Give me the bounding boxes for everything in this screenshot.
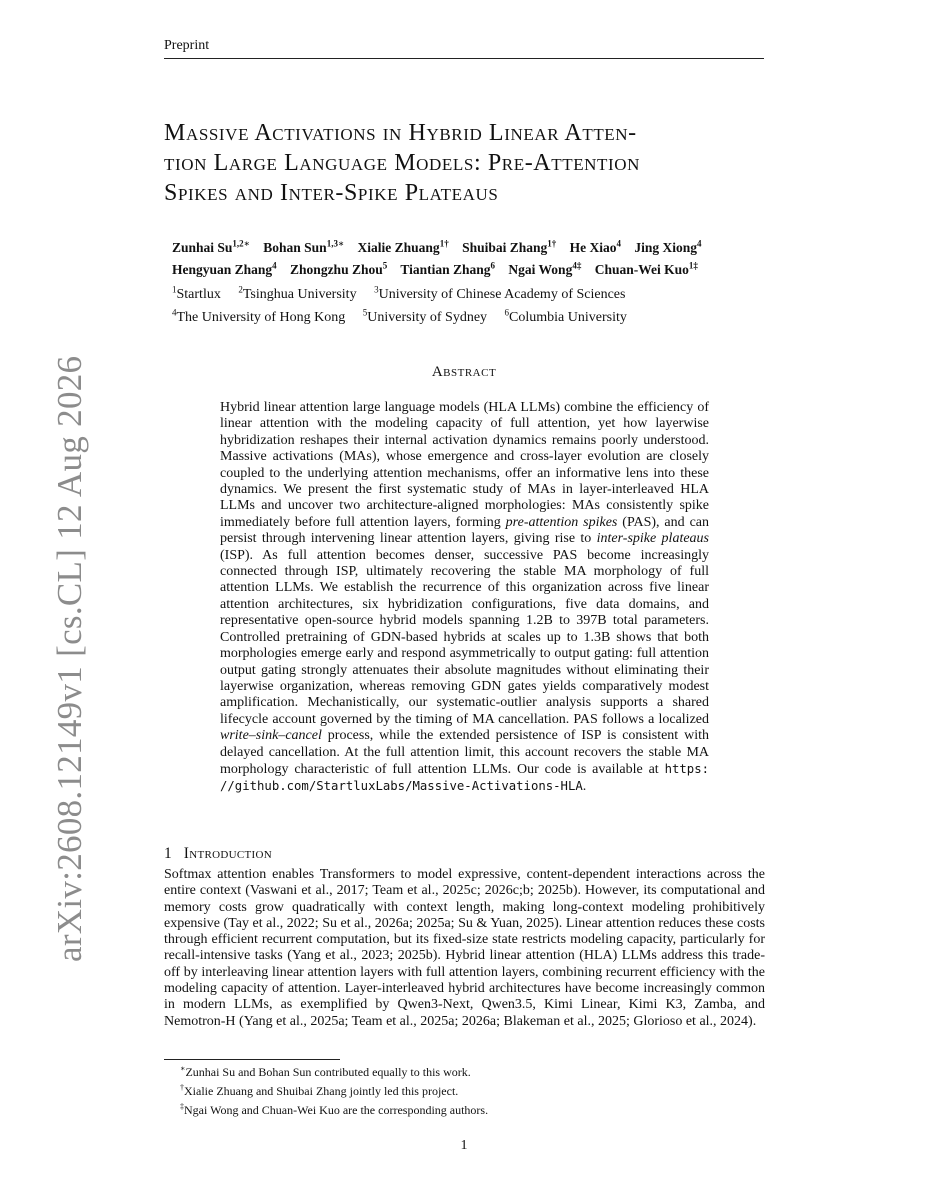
author: Hengyuan Zhang$^4$ [172,260,277,277]
author-row-2 [172,257,772,280]
footnote: ‡Ngai Wong and Chuan-Wei Kuo are the corresponding authors. [180,1102,489,1117]
term-write-sink-cancel: write–sink–cancel [220,728,322,744]
section-number: 1 [164,845,172,862]
header-rule [164,58,764,59]
footnote-rule [164,1059,340,1060]
footnotes [180,1061,760,1118]
intro-paragraph: Softmax attention enables Transformers to model expressive, content-dependent interactions across the entire context (Vaswani et al., 2017; Team et al., 2025c; 2026c;b; 2025b). However, its computational and memory costs grow quadratically with context length, making long-context modeling prohibitively expensive (Tay et al., 2022; Su et al., 2026a; 2025a; Su & Yuan, 2025). Linear attention reduces these costs through efficient recurrent computation, but its fixed-size state restricts modeling capacity, particularly for recall-intensive tasks (Yang et al., 2023; 2025b). Hybrid linear attention (HLA) LLMs address this trade-off by interleaving linear attention layers with full attention layers, combining recurrent efficiency with the modeling capacity of attention. Layer-interleaved hybrid architectures have become increasingly common in modern LLMs, as exemplified by Qwen3-Next, Qwen3.5, Kimi Linear, Kimi K3, Zamba, and Nemotron-H (Yang et al., 2025a; Team et al., 2025a; 2026a; Blakeman et al., 2025; Glorioso et al., 2024). [164,867,765,1029]
affiliation: $^6$Columbia University [504,307,627,326]
arxiv-stamp: arXiv:2608.12149v1 [cs.CL] 12 Aug 2026 [50,355,89,962]
abstract-heading: Abstract [431,364,497,380]
section-title: Introduction [183,845,272,862]
term-pas: pre-attention spikes [505,514,618,530]
author: Ngai Wong$^{4\ddagger}$ [508,260,582,277]
affiliation: $^5$University of Sydney [362,307,488,326]
abstract-body [220,400,709,796]
author: Jing Xiong$^4$ [634,238,702,255]
footnote: ∗Zunhai Su and Bohan Sun contributed equally to this work. [180,1064,471,1079]
author: Zunhai $Su^{1,2∗}$ [172,238,250,255]
author-list [172,234,772,279]
code-link[interactable]: https: //github.com/StartluxLabs/Massive-Activations-HLA [220,761,709,794]
author: Chuan-Wei Kuo$^{1\ddagger}$ [594,260,698,277]
affiliation-list [172,280,772,327]
author: Zhongzhu Zhou$^5$ [290,260,388,277]
footnote: †Xialie Zhuang and Shuibai Zhang jointly led this project. [180,1083,459,1098]
author: Tiantian Zhang$^6$ [400,260,496,277]
author: Shuibai Zhang$^{1\dagger}$ [462,238,557,255]
author: Bohan Sun$^{1,3∗}$ [263,238,345,255]
title-line-1: Massive Activations in Hybrid Linear Atten- [164,120,637,146]
title-line-3: Spikes and Inter-Spike Plateaus [164,180,499,206]
paper-title [164,118,768,208]
affiliation: $^4$The University of Hong Kong [172,307,346,326]
introduction-body [164,867,765,1030]
title-line-2: tion Large Language Models: Pre-Attention [164,150,641,176]
author: He Xiao$^4$ [569,238,621,255]
affiliation-row-1 [172,280,772,304]
author: Xialie Zhuang$^{1\dagger}$ [357,238,449,255]
affiliation: $^1$Startlux [172,284,221,302]
section-heading-introduction [164,845,272,863]
page-number: 1 [460,1138,468,1153]
affiliation-row-2 [172,304,772,328]
affiliation: $^3$University of Chinese Academy of Sciences [374,284,626,302]
affiliation: $^2$Tsinghua University [238,284,357,302]
author-row-1 [172,234,772,257]
abstract-paragraph: Hybrid linear attention large language models (HLA LLMs) combine the efficiency of linear attention with the modeling capacity of full attention, yet how layerwise hybridization reshapes their internal activation dynamics remains poorly understood. Massive activations (MAs), whose emergence and cross-layer evolution are closely coupled to the underlying attention mechanisms, offer an informative lens into these dynamics. We present the first systematic study of MAs in layer-interleaved HLA LLMs and uncover two architecture-aligned morphologies: MAs consistently spike immediately before full attention layers, forming pre-attention spikes (PAS), and can persist through intervening linear attention layers, giving rise to inter-spike plateaus (ISP). As full attention becomes denser, successive PAS become increasingly connected through ISP, ultimately recovering the stable MA morphology of full attention LLMs. We establish the recurrence of this organization across five linear attention architectures, six hybridization configurations, five data domains, and representative open-source hybrid models spanning 1.2B to 397B total parameters. Controlled pretraining of GDN-based hybrids at scales up to 1.3B shows that both morphologies emerge early and respond asymmetrically to output gating: full attention output gating strongly attenuates their absolute magnitudes without eliminating their layerwise organization, whereas removing GDN gates yields comparatively modest amplification. Mechanistically, our systematic-outlier analysis supports a shared lifecycle account governed by the timing of MA cancellation. PAS follows a localized write–sink–cancel process, while the extended persistence of ISP is consistent with delayed cancellation. At the full attention limit, this account recovers the stable MA morphology characteristic of full attention LLMs. Our code is available at https: //github.com/StartluxLabs/Massive-Activations-HLA. [220,400,709,795]
term-isp: inter-spike plateaus [596,531,709,547]
running-header: Preprint [164,38,210,53]
